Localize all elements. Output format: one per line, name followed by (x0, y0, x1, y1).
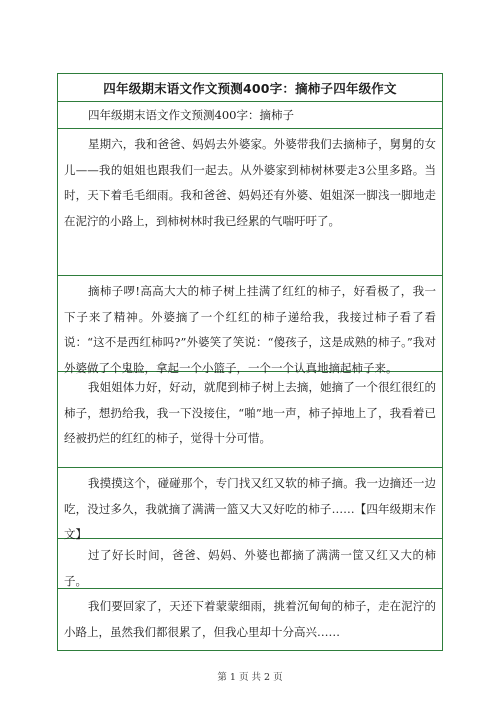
paragraph-cell (58, 538, 442, 588)
paragraph-cell (58, 371, 442, 467)
article-title: 四年级期末语文作文预测400字：摘柿子四年级作文 (103, 80, 397, 96)
paragraph-2: 摘柿子啰!高高大大的柿子树上挂满了红红的柿子，好看极了，我一下子来了精神。外婆摘了一个红红的柿子递给我，我接过柿子看了看说：“这不是西红柿吗?”外婆笑了笑说：“傻孩子，这是成熟的柿子。”我对外婆做了个鬼脸，拿起一个小篮子，一个一个认真地摘起柿子来。 (64, 284, 436, 375)
paragraph-6: 我们要回家了，天还下着蒙蒙细雨，挑着沉甸甸的柿子，走在泥泞的小路上，虽然我们都很累了，但我心里却十分高兴…… (64, 599, 436, 639)
paragraph-1: 星期六，我和爸爸、妈妈去外婆家。外婆带我们去摘柿子，舅舅的女儿——我的姐姐也跟我们一起去。从外婆家到柿树林要走3公里多路。当时，天下着毛毛细雨。我和爸爸、妈妈还有外婆、姐姐深一脚浅一脚地走在泥泞的小路上，到柿树林时我已经累的气喘吁吁了。 (64, 137, 436, 228)
paragraph-cell (58, 467, 442, 541)
paragraph-cell (58, 275, 442, 375)
paragraph-4: 我摸摸这个，碰碰那个，专门找又红又软的柿子摘。我一边摘还一边吃，没过多久，我就摘了满满一篮又大又好吃的柿子……【四年级期末作文】 (64, 476, 436, 541)
paragraph-cell (58, 128, 442, 275)
paragraph-cell (58, 588, 442, 650)
paragraph-3: 我姐姐体力好，好动，就爬到柿子树上去摘，她摘了一个很红很红的柿子，想扔给我，我一下没接住，“啪”地一声，柿子掉地上了，我看着已经被扔烂的红红的柿子，觉得十分可惜。 (64, 380, 436, 445)
article-subtitle: 四年级期末语文作文预测400字：摘柿子 (58, 101, 442, 128)
article-table (57, 73, 443, 651)
paragraph-5: 过了好长时间，爸爸、妈妈、外婆也都摘了满满一筐又红又大的柿子。 (64, 548, 436, 588)
page-number: 第 1 页 共 2 页 (217, 672, 283, 683)
